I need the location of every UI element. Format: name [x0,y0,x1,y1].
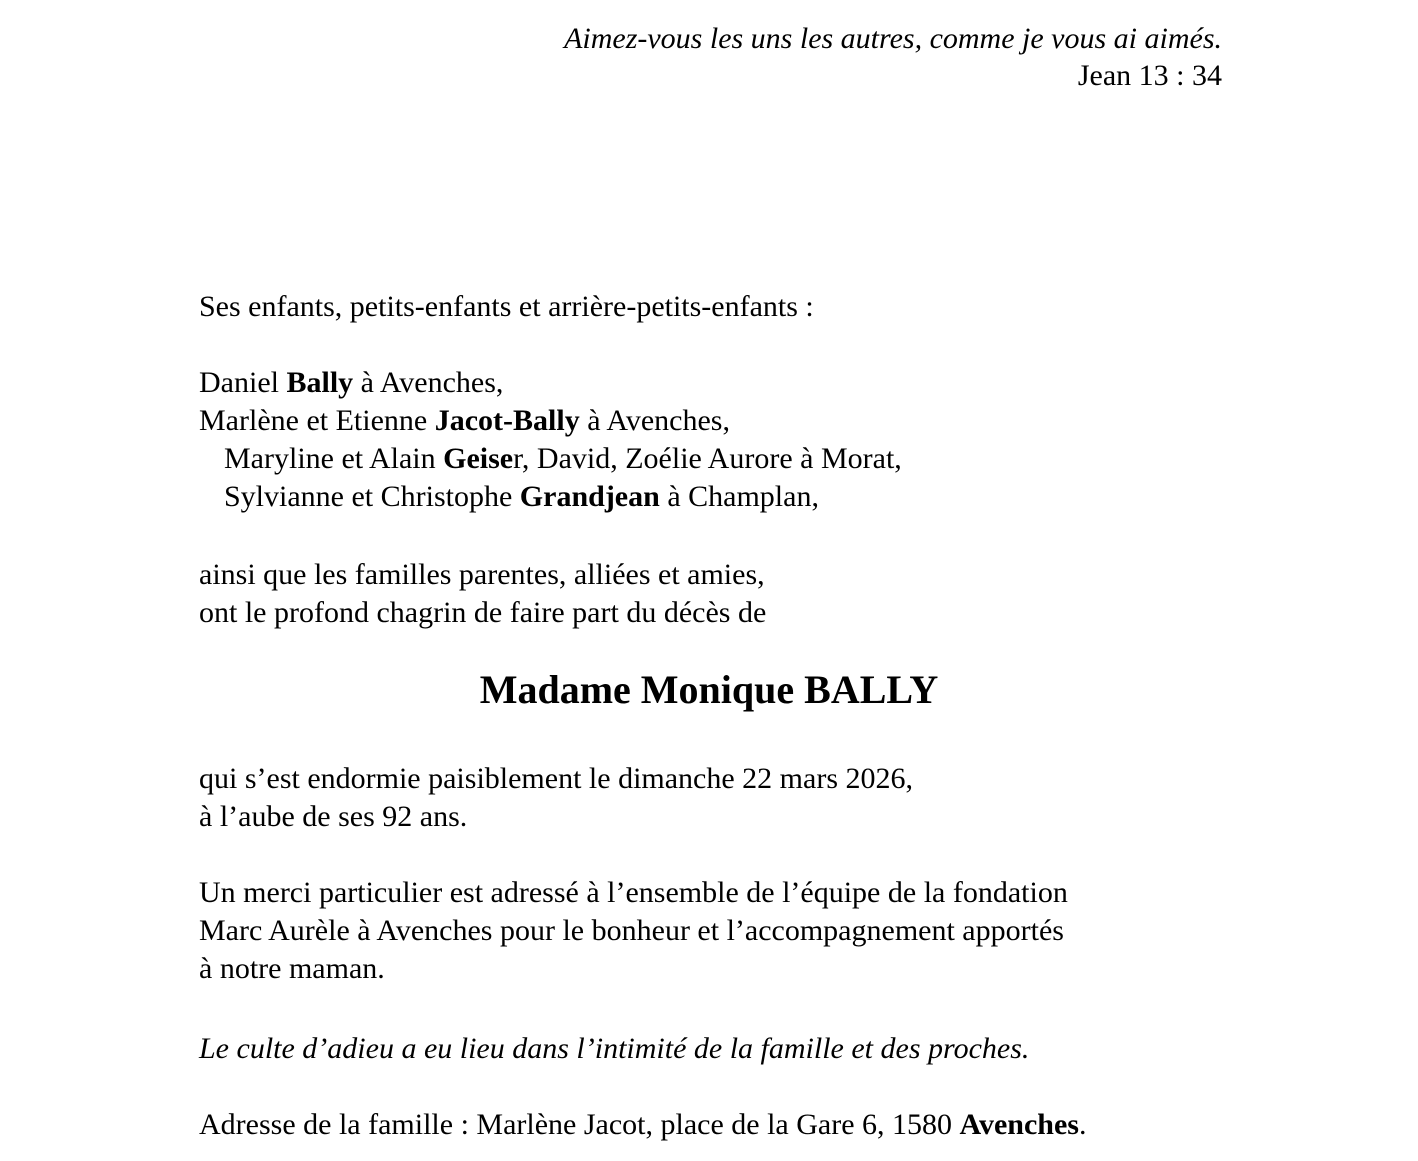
announcement-line: ainsi que les familles parentes, alliées et amies, [199,558,765,591]
family-member-text: Daniel [199,366,287,399]
family-member-line [199,478,902,516]
scripture-quote [564,20,1222,94]
quote-reference: Jean 13 : 34 [1077,59,1222,92]
family-member-text: à Avenches, [353,366,504,399]
family-address-city: Avenches [959,1108,1079,1141]
family-member-line [199,440,902,478]
family-address-text: . [1078,1108,1087,1141]
intro-line: Ses enfants, petits-enfants et arrière-petits-enfants : [199,290,814,323]
ceremony-note: Le culte d’adieu a eu lieu dans l’intimité de la famille et des proches. [199,1032,1030,1065]
family-member-text: Sylvianne et Christophe [224,480,520,513]
thanks-line: à notre maman. [199,952,385,985]
announcement-line: ont le profond chagrin de faire part du décès de [199,596,767,629]
announcement [199,556,766,632]
family-member-surname: Grandjean [519,480,660,513]
deceased-name: Madame Monique BALLY [479,667,939,712]
family-member-text: Marlène et Etienne [199,404,435,437]
thanks-line: Un merci particulier est adressé à l’ensemble de l’équipe de la fondation [199,876,1068,909]
family-address-text: Adresse de la famille : Marlène Jacot, place de la Gare 6, 1580 [199,1108,960,1141]
quote-text: Aimez-vous les uns les autres, comme je vous ai aimés. [564,22,1222,55]
family-member-text: à Champlan, [659,480,819,513]
thanks-paragraph [199,874,1068,988]
family-member-line [199,402,902,440]
family-list [199,364,902,516]
family-member-text: à Avenches, [579,404,730,437]
family-member-surname: Geise [443,442,514,475]
death-details [199,760,913,836]
death-details-line: qui s’est endormie paisiblement le dimanche 22 mars 2026, [199,762,913,795]
death-details-line: à l’aube de ses 92 ans. [199,800,468,833]
family-member-surname: Bally [286,366,354,399]
family-member-surname: Jacot-Bally [434,404,580,437]
family-member-text: Maryline et Alain [224,442,444,475]
family-member-line [199,364,902,402]
thanks-line: Marc Aurèle à Avenches pour le bonheur et l’accompagnement apportés [199,914,1064,947]
family-member-text: r, David, Zoélie Aurore à Morat, [513,442,902,475]
family-address [199,1106,1086,1144]
